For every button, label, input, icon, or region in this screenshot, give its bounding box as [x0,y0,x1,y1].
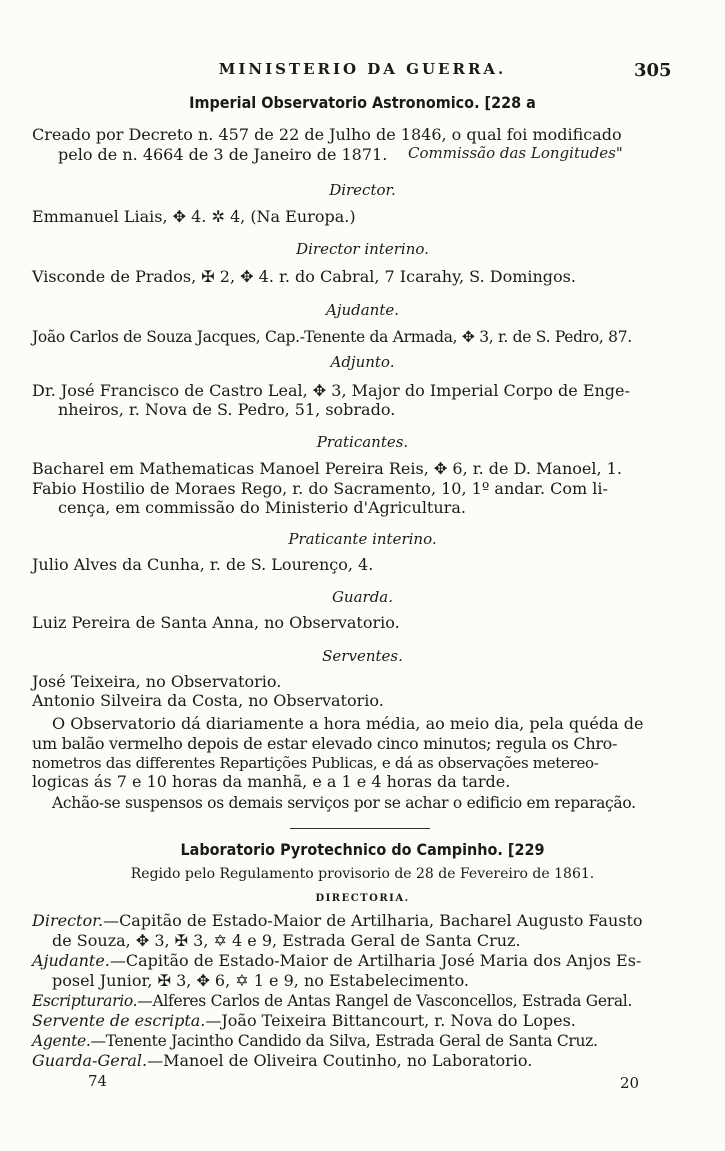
label-serventes: Serventes. [322,647,403,665]
lab-director-text: —Capitão de Estado-Maior de Artilharia, Bacharel Augusto Fausto [103,911,643,930]
paragraph-line-1: O Observatorio dá diariamente a hora média, ao meio dia, pela quéda de [52,714,644,733]
section-heading-laboratorio: Laboratorio Pyrotechnico do Campinho. [229 [180,840,545,859]
label-adjunto: Adjunto. [330,353,395,371]
footer-signature-left: 74 [88,1072,108,1090]
lab-agente-text: —Tenente Jacintho Candido da Silva, Estrada Geral de Santa Cruz. [90,1032,598,1050]
section-divider [290,828,430,829]
lab-guarda-line [32,1052,532,1070]
section-heading-observatorio: Imperial Observatorio Astronomico. [228 a [189,93,536,112]
director-entry: Emmanuel Liais, ✥ 4. ✲ 4, (Na Europa.) [32,207,356,226]
lab-agente-label: Agente. [32,1032,91,1050]
intro-line-1: Creado por Decreto n. 457 de 22 de Julho de 1846, o qual foi modificado [32,125,622,144]
adjunto-line-1: Dr. José Francisco de Castro Leal, ✥ 3, Major do Imperial Corpo de Enge- [32,381,630,400]
paragraph-line-2: um balão vermelho depois de estar elevado cinco minutos; regula os Chro- [32,734,618,753]
director-interino-entry: Visconde de Prados, ✠ 2, ✥ 4. r. do Cabral, 7 Icarahy, S. Domingos. [32,267,576,286]
serventes-line-2: Antonio Silveira da Costa, no Observatorio. [32,691,384,710]
lab-director-line-1 [32,912,643,930]
paragraph-line-4: logicas ás 7 e 10 horas da manhã, e a 1 e 4 horas da tarde. [32,772,511,791]
lab-servente-line [32,1012,576,1030]
lab-ajudante-text: —Capitão de Estado-Maior de Artilharia José Maria dos Anjos Es- [109,951,642,970]
lab-ajudante-line-2: posel Junior, ✠ 3, ✥ 6, ✡ 1 e 9, no Estabelecimento. [52,971,470,990]
lab-guarda-label: Guarda-Geral. [32,1051,148,1070]
label-directoria: DIRECTORIA. [315,893,410,904]
lab-director-label: Director. [32,911,104,930]
lab-servente-label: Servente de escripta. [32,1011,206,1030]
praticante-interino-entry: Julio Alves da Cunha, r. de S. Lourenço, 4. [32,555,374,574]
label-ajudante: Ajudante. [325,301,400,319]
handwritten-note: Commissão das Longitudes" [408,144,623,162]
lab-escripturario-label: Escripturario. [32,992,138,1010]
ajudante-entry: João Carlos de Souza Jacques, Cap.-Tenente da Armada, ✥ 3, r. de S. Pedro, 87. [32,328,632,346]
section-subheading: Regido pelo Regulamento provisorio de 28 de Fevereiro de 1861. [130,866,595,882]
lab-agente-line [32,1032,598,1050]
praticantes-line-2: Fabio Hostilio de Moraes Rego, r. do Sacramento, 10, 1º andar. Com li- [32,479,608,498]
intro-line-2: pelo de n. 4664 de 3 de Janeiro de 1871. [58,145,388,164]
label-director-interino: Director interino. [296,240,429,258]
label-director: Director. [329,181,396,199]
paragraph-line-5: Achão-se suspensos os demais serviços por se achar o edificio em reparação. [52,794,636,812]
lab-ajudante-line-1 [32,952,641,970]
lab-escripturario-text: —Alferes Carlos de Antas Rangel de Vasconcellos, Estrada Geral. [137,992,633,1010]
adjunto-line-2: nheiros, r. Nova de S. Pedro, 51, sobrado. [58,400,396,419]
lab-servente-text: —João Teixeira Bittancourt, r. Nova do Lopes. [205,1011,576,1030]
label-praticantes: Praticantes. [316,433,409,451]
lab-guarda-text: —Manoel de Oliveira Coutinho, no Laboratorio. [147,1051,533,1070]
lab-escripturario-line [32,992,632,1010]
page-header-title: MINISTERIO DA GUERRA. [218,60,507,78]
page-number: 305 [634,60,672,81]
label-guarda: Guarda. [331,588,394,606]
praticantes-line-3: cença, em commissão do Ministerio d'Agricultura. [58,498,466,517]
footer-signature-right: 20 [620,1074,640,1092]
label-praticante-interino: Praticante interino. [288,530,437,548]
lab-director-line-2: de Souza, ✥ 3, ✠ 3, ✡ 4 e 9, Estrada Geral de Santa Cruz. [52,931,521,950]
paragraph-line-3: nometros das differentes Repartições Publicas, e dá as observações metereo- [32,754,599,772]
praticantes-line-1: Bacharel em Mathematicas Manoel Pereira Reis, ✥ 6, r. de D. Manoel, 1. [32,459,622,478]
lab-ajudante-label: Ajudante. [32,951,110,970]
serventes-line-1: José Teixeira, no Observatorio. [32,672,282,691]
guarda-entry: Luiz Pereira de Santa Anna, no Observatorio. [32,613,400,632]
